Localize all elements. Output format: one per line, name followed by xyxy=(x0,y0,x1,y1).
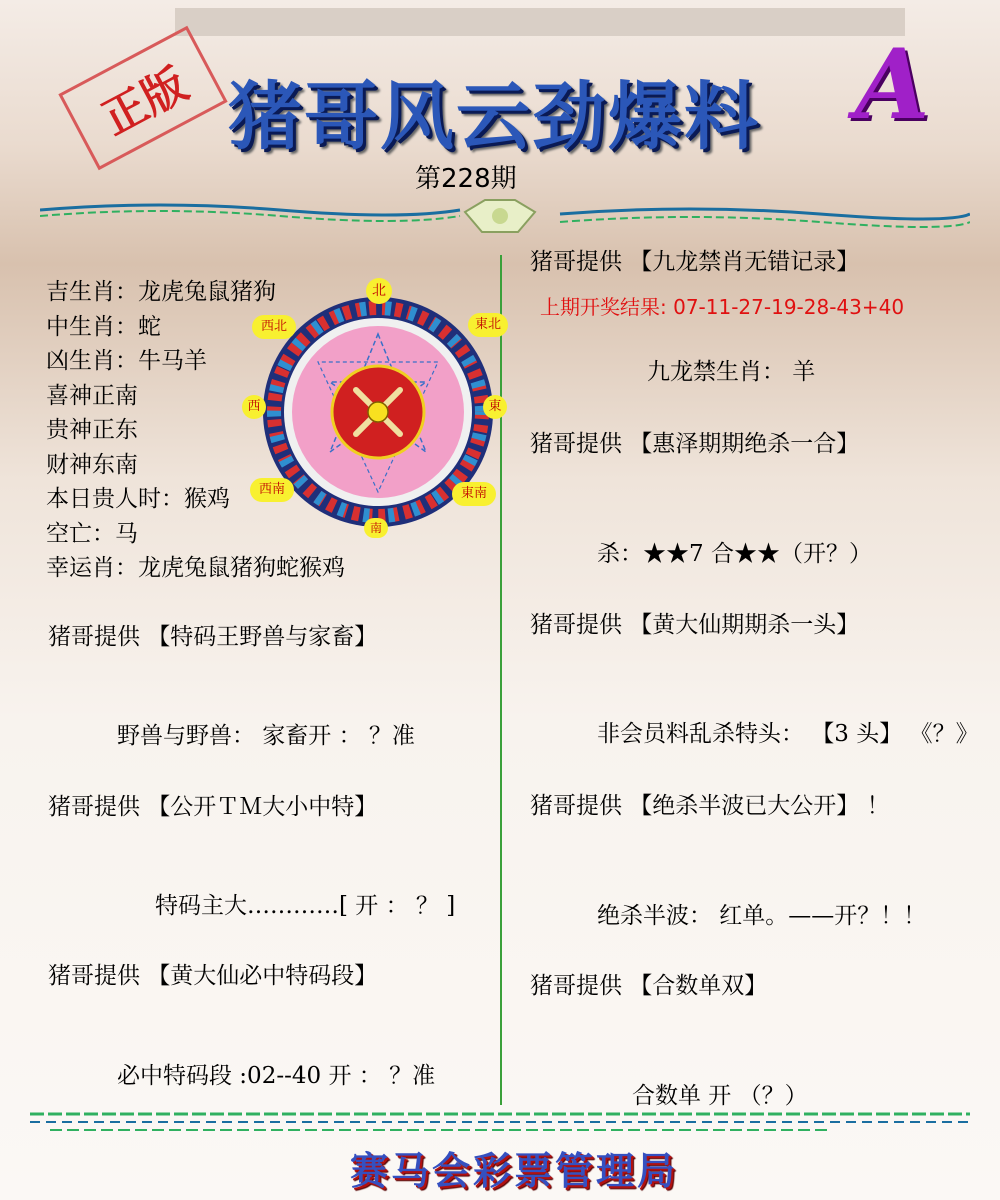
info-item: 空亡：马 xyxy=(46,520,138,547)
direction-northwest: 西北 xyxy=(252,315,296,339)
page-title: 猪哥风云劲爆料 xyxy=(228,74,760,160)
section-content: 野兽与野兽： 家畜开 ： ？准 xyxy=(117,723,415,749)
direction-north: 北 xyxy=(366,278,392,304)
section-heading: 猪哥提供 【合数单双】 xyxy=(530,973,768,999)
section-heading: 猪哥提供 【九龙禁肖无错记录】 xyxy=(530,249,860,275)
section-heading: 猪哥提供 【惠泽期期绝杀一合】 xyxy=(530,431,860,457)
section-content: 特码主大…………[ 开 ： ？ ] xyxy=(155,893,456,919)
info-item: 喜神正南 xyxy=(46,382,138,409)
section-content: 必中特码段 :02--40 开 ： ？准 xyxy=(117,1063,436,1089)
section-content: 合数单 开 （？） xyxy=(632,1083,808,1109)
info-item: 中生肖：蛇 xyxy=(46,313,161,340)
section-content: 九龙禁生肖： 羊 xyxy=(647,359,816,385)
genuine-stamp: 正版 xyxy=(58,26,227,170)
badge-letter: A xyxy=(855,28,930,141)
direction-southeast: 東南 xyxy=(452,482,496,506)
direction-east: 東 xyxy=(483,395,507,419)
info-item: 凶生肖：牛马羊 xyxy=(46,348,207,374)
bottom-divider xyxy=(30,1108,970,1138)
footer-issuer: 赛马会彩票管理局 xyxy=(350,1149,679,1193)
info-item: 贵神正东 xyxy=(46,417,138,443)
info-item: 本日贵人时：猴鸡 xyxy=(46,486,230,512)
section-content: 非会员料乱杀特头： 【3 头】 《？》 xyxy=(597,721,979,747)
top-banner-bar xyxy=(175,8,905,36)
section-heading: 猪哥提供 【特码王野兽与家畜】 xyxy=(48,624,378,650)
direction-south: 南 xyxy=(364,518,388,538)
issue-number: 第228期 xyxy=(415,164,517,194)
direction-southwest: 西南 xyxy=(250,478,294,502)
section-heading: 猪哥提供 【黄大仙必中特码段】 xyxy=(48,963,378,989)
info-item: 财神东南 xyxy=(46,451,138,478)
section-heading: 猪哥提供 【公开ＴＭ大小中特】 xyxy=(48,794,378,820)
direction-northeast: 東北 xyxy=(468,313,508,337)
section-content: 杀：★★7 合★★（开？） xyxy=(597,541,872,567)
info-item: 幸运肖：龙虎兔鼠猪狗蛇猴鸡 xyxy=(46,555,345,581)
info-item: 吉生肖：龙虎兔鼠猪狗 xyxy=(46,279,276,305)
section-heading: 猪哥提供 【绝杀半波已大公开】 ！ xyxy=(530,793,890,819)
wave-divider xyxy=(40,198,970,238)
section-heading: 猪哥提供 【黄大仙期期杀一头】 xyxy=(530,612,860,638)
section-content: 绝杀半波： 红单。——开？！！ xyxy=(597,903,927,929)
direction-west: 西 xyxy=(242,395,266,419)
last-draw-result: 上期开奖结果: 07-11-27-19-28-43+40 xyxy=(540,295,905,319)
